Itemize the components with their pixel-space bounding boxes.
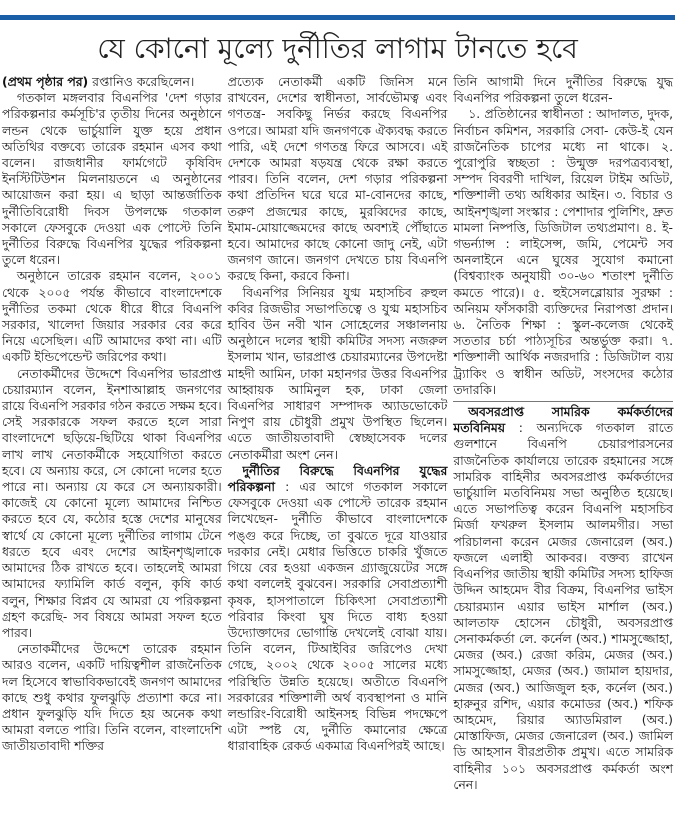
header-rule bbox=[0, 15, 675, 20]
column-2 bbox=[228, 74, 448, 793]
paragraph-text: : অন্যদিকে গতকাল রাতে গুলশানে বিএনপি চেয়ারপারসনের রাজনৈতিক কার্যালয়ে তারেক রহমানের সঙ্গে সামরিক বাহিনীর অবসরপ্রাপ্ত কর্মকর্তাদের ভার্চুয়ালি মতবিনিময় সভা অনুষ্ঠিত হয়েছে। এতে সভাপতিত্ব করেন বিএনপি মহাসচিব মির্জা ফখরুল ইসলাম আলমগীর। সভা পরিচালনা করেন মেজর জেনারেল (অব.) ফজলে এলাহী আকবর। বক্তব্য রাখেন বিএনপির জাতীয় স্থায়ী কমিটির সদস্য হাফিজ উদ্দিন আহমেদ বীর বিক্রম, বিএনপির ভাইস চেয়ারম্যান এয়ার ভাইস মার্শাল (অব.) আলতাফ হোসেন চৌধুরী, অবসরপ্রাপ্ত সেনাকর্মকর্তা লে. কর্নেল (অব.) শামসুজ্জোহা, মেজর (অব.) রেজা করিম, মেজর (অব.) সামসুজ্জোহা, মেজর (অব.) জামাল হায়দার, মেজর (অব.) আজিজুল হক, কর্নেল (অব.) হারুনুর রশিদ, এয়ার কমোডর (অব.) শফিক আহমেদ, রিয়ার অ্যাডমিরাল (অব.) মোস্তাফিজ, মেজর জেনারেল (অব.) জামিল ডি আহসান বীরপ্রতীক প্রমুখ। এতে সামরিক বাহিনীর ১০১ অবসরপ্রাপ্ত কর্মকর্তা অংশ নেন। bbox=[453, 420, 674, 792]
paragraph: বিএনপির সিনিয়র যুগ্ম মহাসচিব রুহুল কবির রিজভীর সভাপতিত্বে ও যুগ্ম মহাসচিব হাবিব উন নবী খান সোহেলের সঞ্চালনায় অনুষ্ঠানে দলের স্থায়ী কমিটির সদস্য নজরুল ইসলাম খান, ভারপ্রাপ্ত চেয়ারম্যানের উপদেষ্টা মাহদী আমিন, ঢাকা মহানগর উত্তর বিএনপির আহ্বায়ক আমিনুল হক, ঢাকা জেলা বিএনপির সাধারণ সম্পাদক অ্যাডভোকেট নিপুণ রায় চৌধুরী প্রমুখ উপস্থিত ছিলেন। এতে জাতীয়তাবাদী স্বেচ্ছাসেবক দলের নেতাকর্মীরা অংশ নেন। bbox=[227, 284, 448, 462]
column-3 bbox=[453, 74, 673, 793]
paragraph: অনুষ্ঠানে তারেক রহমান বলেন, ২০০১ থেকে ২০০৫ পর্যন্ত কীভাবে বাংলাদেশকে দুর্নীতির তকমা থেকে ধীরে ধীরে বিএনপি সরকার, খালেদা জিয়ার সরকার বের করে নিয়ে এসেছিল। এটি আমাদের কথা না। এটি একটি ইন্ডিপেন্ডেন্ট জরিপের কথা। bbox=[2, 268, 222, 365]
paragraph: তিনি আগামী দিনে দুর্নীতির বিরুদ্ধে যুদ্ধ বিএনপির পরিকল্পনা তুলে ধরেন- bbox=[453, 74, 674, 106]
paragraph: ১. প্রতিষ্ঠানের স্বাধীনতা : আদালত, দুদক, নির্বাচন কমিশন, সরকারি সেবা- কেউ-ই যেন রাজনৈতিক চাপের মধ্যে না থাকে। ২. পুরোপুরি স্বচ্ছতা : উন্মুক্ত দরপত্রব্যবস্থা, সম্পদ বিবরণী দাখিল, রিয়েল টাইম অডিট, শক্তিশালী তথ্য অধিকার আইন। ৩. বিচার ও আইনশৃঙ্খলা সংস্কার : পেশাদার পুলিশিং, দ্রুত মামলা নিষ্পত্তি, ডিজিটাল তথ্যপ্রমাণ। ৪. ই-গভর্ন্যান্স : লাইসেন্স, জমি, পেমেন্ট সব অনলাইনে এনে ঘুষের সুযোগ কমানো (বিশ্বব্যাংক অনুযায়ী ৩০-৬০ শতাংশ দুর্নীতি কমতে পারে)। ৫. হুইসেলব্লোয়ার সুরক্ষা : অনিয়ম ফাঁসকারী ব্যক্তিদের নিরাপত্তা প্রদান। ৬. নৈতিক শিক্ষা : স্কুল-কলেজ থেকেই সততার চর্চা পাঠ্যসূচির অন্তর্ভুক্ত করা। ৭. শক্তিশালী আর্থিক নজরদারি : ডিজিটাল ব্যয় ট্র্যাকিং ও স্বাধীন অডিট, সংসদের কঠোর তদারকি। bbox=[453, 106, 674, 397]
paragraph-text: : এর আগে গতকাল সকালে ফেসবুকে দেওয়া এক পোস্টে তারেক রহমান লিখেছেন- দুর্নীতি কীভাবে বাংলাদেশকে পঙ্গু করে দিচ্ছে, তা বুঝতে দূরে যাওয়ার দরকার নেই। মেধার ভিত্তিতে চাকরি খুঁজতে গিয়ে বের হওয়া একজন গ্র্যাজুয়েটের সঙ্গে কথা বললেই বুঝবেন। সরকারি সেবাপ্রত্যাশী কৃষক, হাসপাতালে চিকিৎসা সেবাপ্রত্যাশী পরিবার কিংবা ঘুষ দিতে বাধ্য হওয়া উদ্যোক্তাদের ভোগান্তি দেখলেই বোঝা যায়। তিনি বলেন, টিআইবির জরিপেও দেখা গেছে, ২০০২ থেকে ২০০৫ সালের মধ্যে পরিস্থিতি উন্নতি হয়েছে। অতীতে বিএনপি সরকারের শক্তিশালী অর্থ ব্যবস্থাপনা ও মানি লন্ডারিং-বিরোধী আইনসহ বিভিন্ন পদক্ষেপে এটা স্পষ্ট যে, দুর্নীতি কমানোর ক্ষেত্রে ধারাবাহিক রেকর্ড একমাত্র বিএনপিরই আছে। bbox=[227, 479, 448, 754]
paragraph: প্রত্যেক নেতাকর্মী একটি জিনিস মনে রাখবেন, দেশের স্বাধীনতা, সার্বভৌমত্ব এবং গণতন্ত্র- সবকিছু নির্ভর করছে বিএনপির ওপরে। আমরা যদি জনগণকে ঐক্যবদ্ধ করতে পারি, এই দেশে গণতন্ত্র ফিরে আসবে। এই দেশকে আমরা ষড়যন্ত্র থেকে রক্ষা করতে পারব। তিনি বলেন, দেশ গড়ার পরিকল্পনা কথা প্রতিদিন ঘরে ঘরে মা-বোনদের কাছে, তরুণ প্রজন্মের কাছে, মুরব্বিদের কাছে, ইমাম-মোয়াজ্জেমদের কাছে অবশ্যই পৌঁছাতে হবে। আমাদের কাছে কোনো জাদু নেই, এটা জনগণ জানে। জনগণ দেখতে চায় বিএনপি করছে কিনা, করবে কিনা। bbox=[227, 74, 448, 284]
continuation-label: (প্রথম পৃষ্ঠার পর) bbox=[2, 74, 89, 89]
paragraph-text: রপ্তানিও করেছিলেন। bbox=[88, 74, 195, 89]
paragraph: নেতাকর্মীদের উদ্দেশে তারেক রহমান আরও বলেন, একটি দায়িত্বশীল রাজনৈতিক দল হিসেবে স্বাভাবিকভাবেই জনগণ আমাদের কাছে শুধু কথার ফুলঝুড়ি প্রত্যাশা করে না। প্রধান ফুলঝুড়ি যদি দিতে হয় অনেক কথা আমরা বলতে পারি। তিনি বলেন, বাংলাদেশি জাতীয়তাবাদী শক্তির bbox=[2, 641, 222, 754]
headline: যে কোনো মূল্যে দুর্নীতির লাগাম টানতে হবে bbox=[97, 32, 578, 65]
paragraph: গতকাল মঙ্গলবার বিএনপির 'দেশ গড়ার পরিকল্পনার কর্মসূচি'র তৃতীয় দিনের অনুষ্ঠানে লন্ডন থেকে ভার্চুয়ালি যুক্ত হয়ে প্রধান অতিথির বক্তব্যে তারেক রহমান এসব কথা বলেন। রাজধানীর ফার্মগেটে কৃষিবিদ ইনস্টিটিউশন মিলনায়তনে এ অনুষ্ঠানের আয়োজন করা হয়। এ ছাড়া আন্তর্জাতিক দুর্নীতিবিরোধী দিবস উপলক্ষে গতকাল সকালে ফেসবুকে দেওয়া এক পোস্টে তিনি দুর্নীতির বিরুদ্ধে বিএনপির যুদ্ধের পরিকল্পনা তুলে ধরেন। bbox=[2, 90, 222, 268]
article-body bbox=[2, 74, 673, 793]
paragraph bbox=[228, 463, 448, 755]
paragraph bbox=[453, 401, 673, 793]
subheading: দুর্নীতির বিরুদ্ধে বিএনপির যুদ্ধের পরিকল্পনা bbox=[227, 462, 448, 495]
column-1 bbox=[2, 74, 222, 793]
subheading: অবসরপ্রাপ্ত সামরিক কর্মকর্তাদের মতবিনিময় bbox=[453, 404, 674, 436]
paragraph bbox=[2, 74, 222, 90]
paragraph: নেতাকর্মীদের উদ্দেশে বিএনপির ভারপ্রাপ্ত চেয়ারম্যান বলেন, ইনশাআল্লাহ জনগণের রায়ে বিএনপি সরকার গঠন করতে সক্ষম হবে। সেই সরকারকে সফল করতে হলে সারা বাংলাদেশে ছড়িয়ে-ছিটিয়ে থাকা বিএনপির লাখ লাখ নেতাকর্মীকে সহযোগিতা করতে হবে। যে অন্যায় করে, সে কোনো দলের হতে পারে না। অন্যায় যে করে সে অন্যায়কারী। কাজেই যে কোনো মূল্যে আমাদের নিশ্চিত করতে হবে যে, কঠোর হস্তে দেশের মানুষের স্বার্থে যে কোনো মূল্যে দুর্নীতির লাগাম টেনে ধরতে হবে এবং দেশের আইনশৃঙ্খলাকে আমাদের ঠিক রাখতে হবে। তাহলেই আমরা আমাদের ফ্যামিলি কার্ড বলুন, কৃষি কার্ড বলুন, শিক্ষার বিপ্লব যে আমরা যে পরিকল্পনা গ্রহণ করেছি- সব বিষয়ে আমরা সফল হতে পারব। bbox=[2, 365, 222, 640]
